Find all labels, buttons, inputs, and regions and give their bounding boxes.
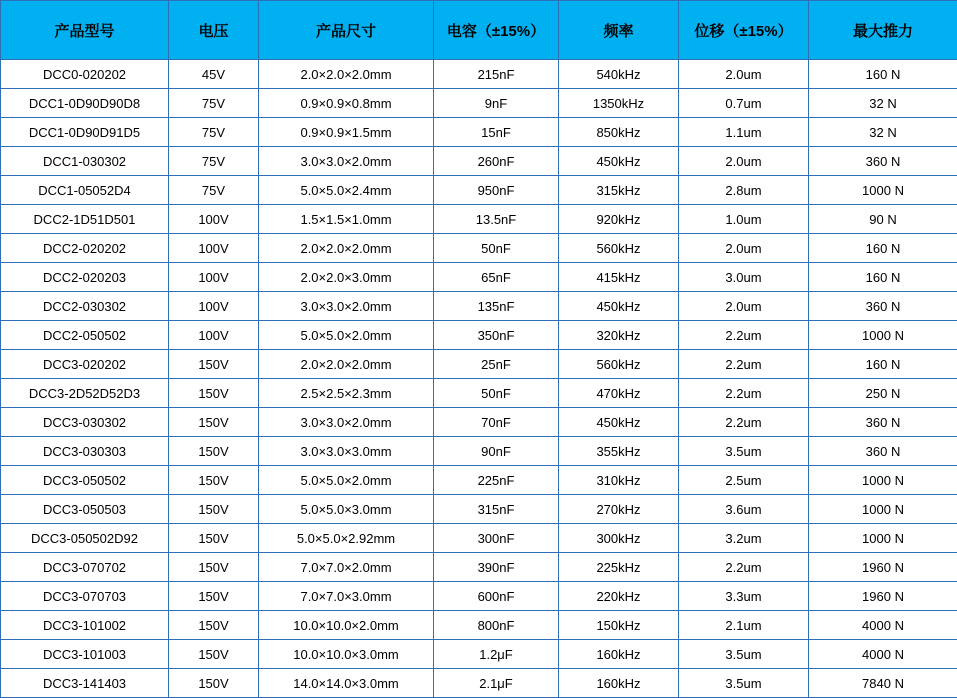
cell-frequency: 450kHz	[559, 292, 679, 321]
table-row	[1, 553, 957, 582]
cell-displacement: 2.1um	[679, 611, 809, 640]
cell-frequency: 540kHz	[559, 60, 679, 89]
cell-displacement: 3.0um	[679, 263, 809, 292]
cell-dimensions: 3.0×3.0×2.0mm	[259, 408, 434, 437]
cell-model: DCC3-070702	[1, 553, 169, 582]
cell-dimensions: 14.0×14.0×3.0mm	[259, 669, 434, 698]
cell-max-force: 160 N	[809, 234, 957, 263]
cell-model: DCC2-030302	[1, 292, 169, 321]
cell-voltage: 150V	[169, 437, 259, 466]
cell-model: DCC3-101003	[1, 640, 169, 669]
cell-voltage: 150V	[169, 350, 259, 379]
cell-displacement: 2.8um	[679, 176, 809, 205]
cell-max-force: 1000 N	[809, 466, 957, 495]
cell-capacitance: 600nF	[434, 582, 559, 611]
cell-max-force: 1000 N	[809, 321, 957, 350]
table-row	[1, 234, 957, 263]
cell-capacitance: 225nF	[434, 466, 559, 495]
cell-model: DCC3-141403	[1, 669, 169, 698]
cell-displacement: 2.0um	[679, 60, 809, 89]
column-header-displacement: 位移（±15%）	[679, 1, 809, 60]
cell-model: DCC3-030302	[1, 408, 169, 437]
cell-frequency: 1350kHz	[559, 89, 679, 118]
cell-voltage: 150V	[169, 582, 259, 611]
column-header-max-force: 最大推力	[809, 1, 957, 60]
table-row	[1, 640, 957, 669]
cell-displacement: 2.0um	[679, 234, 809, 263]
cell-frequency: 415kHz	[559, 263, 679, 292]
cell-voltage: 100V	[169, 292, 259, 321]
cell-dimensions: 3.0×3.0×3.0mm	[259, 437, 434, 466]
cell-capacitance: 1.2μF	[434, 640, 559, 669]
cell-frequency: 225kHz	[559, 553, 679, 582]
cell-capacitance: 70nF	[434, 408, 559, 437]
cell-voltage: 100V	[169, 234, 259, 263]
cell-capacitance: 15nF	[434, 118, 559, 147]
cell-dimensions: 5.0×5.0×2.4mm	[259, 176, 434, 205]
cell-max-force: 160 N	[809, 60, 957, 89]
cell-model: DCC3-2D52D52D3	[1, 379, 169, 408]
cell-dimensions: 2.0×2.0×2.0mm	[259, 234, 434, 263]
cell-max-force: 7840 N	[809, 669, 957, 698]
table-row	[1, 263, 957, 292]
cell-displacement: 2.2um	[679, 408, 809, 437]
cell-model: DCC1-05052D4	[1, 176, 169, 205]
cell-model: DCC3-050502	[1, 466, 169, 495]
cell-dimensions: 3.0×3.0×2.0mm	[259, 292, 434, 321]
cell-dimensions: 2.5×2.5×2.3mm	[259, 379, 434, 408]
cell-model: DCC1-0D90D91D5	[1, 118, 169, 147]
table-row	[1, 466, 957, 495]
table-header-row	[1, 1, 957, 60]
cell-voltage: 150V	[169, 495, 259, 524]
table-row	[1, 379, 957, 408]
cell-frequency: 450kHz	[559, 408, 679, 437]
table-row	[1, 176, 957, 205]
cell-voltage: 150V	[169, 408, 259, 437]
cell-model: DCC3-020202	[1, 350, 169, 379]
cell-model: DCC1-0D90D90D8	[1, 89, 169, 118]
cell-frequency: 160kHz	[559, 669, 679, 698]
cell-max-force: 4000 N	[809, 611, 957, 640]
cell-displacement: 3.5um	[679, 640, 809, 669]
cell-frequency: 560kHz	[559, 350, 679, 379]
cell-dimensions: 5.0×5.0×2.0mm	[259, 466, 434, 495]
cell-model: DCC2-1D51D501	[1, 205, 169, 234]
cell-displacement: 3.3um	[679, 582, 809, 611]
cell-displacement: 2.2um	[679, 350, 809, 379]
cell-max-force: 32 N	[809, 89, 957, 118]
cell-capacitance: 350nF	[434, 321, 559, 350]
cell-max-force: 360 N	[809, 408, 957, 437]
table-body	[1, 60, 957, 698]
cell-voltage: 150V	[169, 553, 259, 582]
table-row	[1, 205, 957, 234]
table-header	[1, 1, 957, 60]
table-row	[1, 147, 957, 176]
cell-capacitance: 50nF	[434, 379, 559, 408]
column-header-frequency: 频率	[559, 1, 679, 60]
cell-frequency: 320kHz	[559, 321, 679, 350]
table-row	[1, 60, 957, 89]
cell-frequency: 160kHz	[559, 640, 679, 669]
column-header-capacitance: 电容（±15%）	[434, 1, 559, 60]
cell-capacitance: 135nF	[434, 292, 559, 321]
cell-capacitance: 260nF	[434, 147, 559, 176]
table-row	[1, 437, 957, 466]
cell-frequency: 300kHz	[559, 524, 679, 553]
cell-max-force: 360 N	[809, 292, 957, 321]
cell-model: DCC3-050503	[1, 495, 169, 524]
cell-capacitance: 800nF	[434, 611, 559, 640]
cell-capacitance: 90nF	[434, 437, 559, 466]
cell-frequency: 850kHz	[559, 118, 679, 147]
cell-dimensions: 0.9×0.9×0.8mm	[259, 89, 434, 118]
cell-voltage: 45V	[169, 60, 259, 89]
cell-voltage: 75V	[169, 176, 259, 205]
cell-voltage: 100V	[169, 321, 259, 350]
cell-displacement: 1.0um	[679, 205, 809, 234]
cell-displacement: 2.5um	[679, 466, 809, 495]
cell-model: DCC2-050502	[1, 321, 169, 350]
cell-voltage: 75V	[169, 147, 259, 176]
cell-displacement: 0.7um	[679, 89, 809, 118]
cell-displacement: 3.6um	[679, 495, 809, 524]
cell-voltage: 150V	[169, 379, 259, 408]
cell-capacitance: 65nF	[434, 263, 559, 292]
cell-max-force: 32 N	[809, 118, 957, 147]
cell-capacitance: 13.5nF	[434, 205, 559, 234]
cell-max-force: 1000 N	[809, 495, 957, 524]
cell-max-force: 1960 N	[809, 553, 957, 582]
cell-dimensions: 7.0×7.0×3.0mm	[259, 582, 434, 611]
table-row	[1, 611, 957, 640]
cell-dimensions: 7.0×7.0×2.0mm	[259, 553, 434, 582]
cell-displacement: 2.2um	[679, 553, 809, 582]
cell-max-force: 4000 N	[809, 640, 957, 669]
cell-displacement: 3.5um	[679, 437, 809, 466]
cell-frequency: 220kHz	[559, 582, 679, 611]
cell-dimensions: 2.0×2.0×3.0mm	[259, 263, 434, 292]
table-row	[1, 495, 957, 524]
cell-dimensions: 0.9×0.9×1.5mm	[259, 118, 434, 147]
table-row	[1, 89, 957, 118]
cell-frequency: 355kHz	[559, 437, 679, 466]
cell-model: DCC0-020202	[1, 60, 169, 89]
cell-displacement: 2.0um	[679, 147, 809, 176]
cell-max-force: 360 N	[809, 147, 957, 176]
table-row	[1, 292, 957, 321]
cell-capacitance: 2.1μF	[434, 669, 559, 698]
cell-dimensions: 5.0×5.0×2.0mm	[259, 321, 434, 350]
cell-frequency: 920kHz	[559, 205, 679, 234]
cell-frequency: 315kHz	[559, 176, 679, 205]
cell-capacitance: 950nF	[434, 176, 559, 205]
cell-max-force: 160 N	[809, 350, 957, 379]
table-row	[1, 524, 957, 553]
cell-capacitance: 315nF	[434, 495, 559, 524]
cell-dimensions: 1.5×1.5×1.0mm	[259, 205, 434, 234]
cell-voltage: 150V	[169, 669, 259, 698]
column-header-model: 产品型号	[1, 1, 169, 60]
cell-displacement: 1.1um	[679, 118, 809, 147]
cell-capacitance: 9nF	[434, 89, 559, 118]
cell-model: DCC1-030302	[1, 147, 169, 176]
cell-voltage: 100V	[169, 263, 259, 292]
cell-model: DCC2-020203	[1, 263, 169, 292]
cell-max-force: 1960 N	[809, 582, 957, 611]
cell-capacitance: 300nF	[434, 524, 559, 553]
cell-voltage: 100V	[169, 205, 259, 234]
cell-voltage: 75V	[169, 118, 259, 147]
cell-frequency: 560kHz	[559, 234, 679, 263]
cell-frequency: 450kHz	[559, 147, 679, 176]
cell-voltage: 150V	[169, 640, 259, 669]
cell-max-force: 1000 N	[809, 524, 957, 553]
cell-displacement: 3.5um	[679, 669, 809, 698]
cell-max-force: 360 N	[809, 437, 957, 466]
table-row	[1, 321, 957, 350]
table-row	[1, 118, 957, 147]
cell-displacement: 3.2um	[679, 524, 809, 553]
cell-capacitance: 25nF	[434, 350, 559, 379]
cell-dimensions: 10.0×10.0×3.0mm	[259, 640, 434, 669]
column-header-dimensions: 产品尺寸	[259, 1, 434, 60]
cell-model: DCC3-030303	[1, 437, 169, 466]
cell-max-force: 250 N	[809, 379, 957, 408]
cell-displacement: 2.2um	[679, 379, 809, 408]
cell-model: DCC3-070703	[1, 582, 169, 611]
cell-capacitance: 390nF	[434, 553, 559, 582]
cell-frequency: 270kHz	[559, 495, 679, 524]
cell-dimensions: 3.0×3.0×2.0mm	[259, 147, 434, 176]
cell-capacitance: 50nF	[434, 234, 559, 263]
cell-displacement: 2.0um	[679, 292, 809, 321]
table-row	[1, 350, 957, 379]
cell-voltage: 75V	[169, 89, 259, 118]
cell-frequency: 150kHz	[559, 611, 679, 640]
cell-dimensions: 10.0×10.0×2.0mm	[259, 611, 434, 640]
cell-max-force: 90 N	[809, 205, 957, 234]
cell-dimensions: 2.0×2.0×2.0mm	[259, 350, 434, 379]
cell-max-force: 160 N	[809, 263, 957, 292]
cell-dimensions: 2.0×2.0×2.0mm	[259, 60, 434, 89]
cell-voltage: 150V	[169, 611, 259, 640]
cell-dimensions: 5.0×5.0×2.92mm	[259, 524, 434, 553]
cell-dimensions: 5.0×5.0×3.0mm	[259, 495, 434, 524]
cell-voltage: 150V	[169, 524, 259, 553]
table-row	[1, 669, 957, 698]
cell-frequency: 310kHz	[559, 466, 679, 495]
cell-model: DCC2-020202	[1, 234, 169, 263]
cell-model: DCC3-050502D92	[1, 524, 169, 553]
table-row	[1, 408, 957, 437]
cell-voltage: 150V	[169, 466, 259, 495]
table-row	[1, 582, 957, 611]
cell-displacement: 2.2um	[679, 321, 809, 350]
cell-capacitance: 215nF	[434, 60, 559, 89]
column-header-voltage: 电压	[169, 1, 259, 60]
cell-frequency: 470kHz	[559, 379, 679, 408]
cell-model: DCC3-101002	[1, 611, 169, 640]
cell-max-force: 1000 N	[809, 176, 957, 205]
